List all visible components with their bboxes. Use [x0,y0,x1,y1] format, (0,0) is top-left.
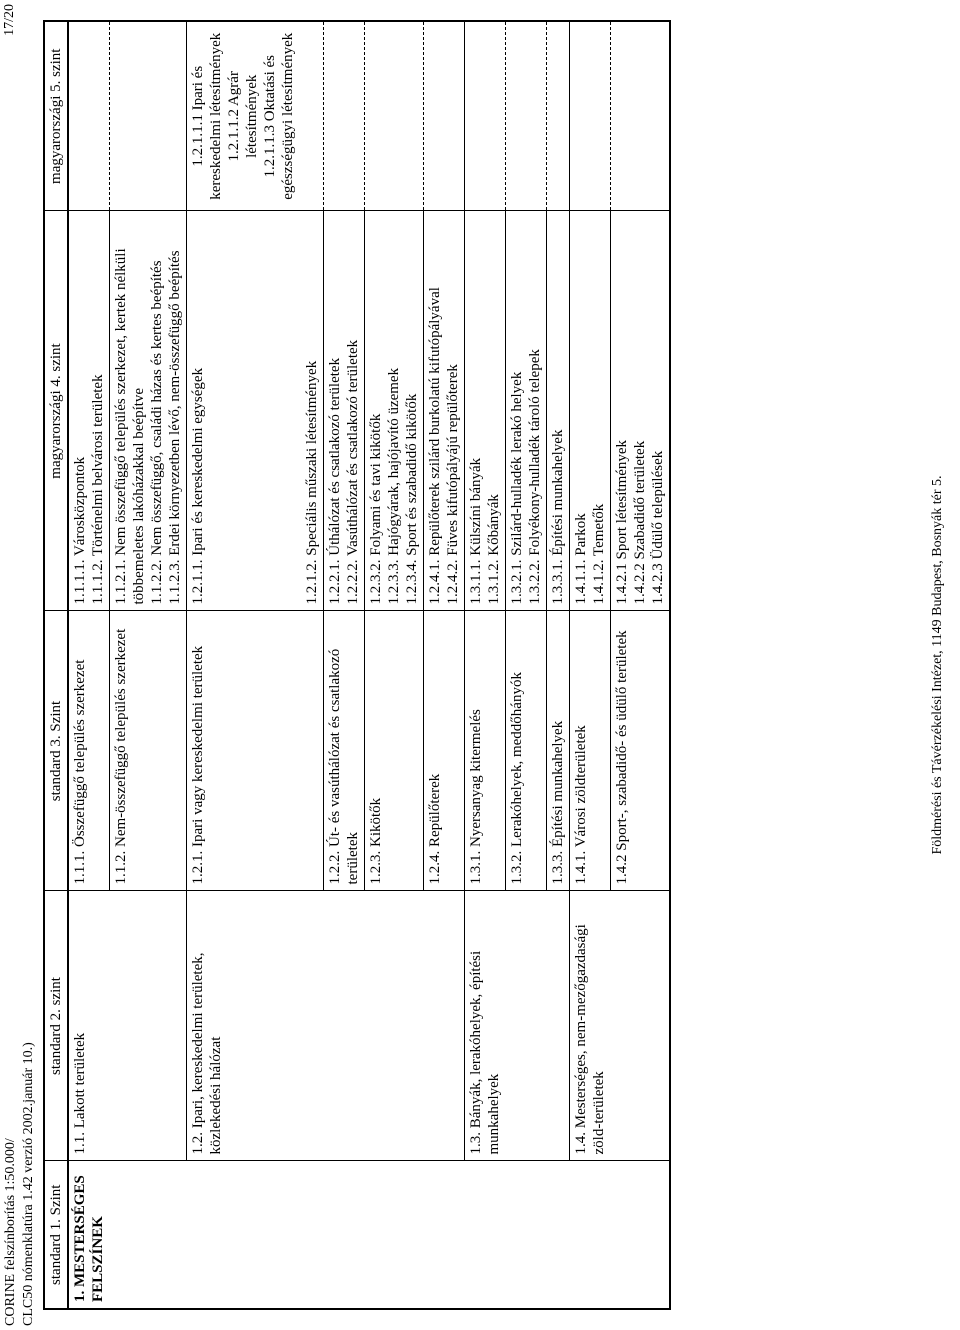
table-row [187,21,324,1309]
level2-cell: 1.4. Mesterséges, nem-mezőgazdasági zöld-területek [570,891,671,1161]
column-header: magyarországi 5. szint [44,21,68,211]
level5-cell [506,21,547,211]
level4-cell [365,211,424,611]
level3-cell: 1.2.3. Kikötők [365,611,424,891]
level4-item: 1.2.1.2. Speciális műszaki létesítmények [304,360,320,605]
level4-item [207,218,223,605]
header-line-1: CORINE felszínborítás 1:50.000/ [3,1138,18,1326]
level5-cell [365,21,424,211]
level4-cell [506,211,547,611]
column-header: standard 1. Szint [44,1161,68,1309]
level5-item: 1.2.1.1.2 Agrár létesítmények [226,71,260,162]
level4-item [255,218,271,605]
level2-cell: 1.1. Lakott területek [68,891,187,1161]
document-header [2,1042,38,1326]
level3-cell: 1.3.2. Lerakóhelyek, meddőhányók [506,611,547,891]
page-number: 17/20 [2,4,17,36]
level3-cell: 1.4.1. Városi zöldterületek [570,611,611,891]
level4-item: 1.3.2.2. Folyékony-hulladék tároló telepek [527,349,543,605]
level4-item: 1.4.2.2 Szabadidő területek [632,440,648,605]
table-row [570,21,611,1309]
level3-cell: 1.1.2. Nem-összefüggő település szerkezet [110,611,187,891]
level4-item: 1.4.1.2. Temetők [591,503,607,605]
level4-cell [570,211,611,611]
header-line-2: CLC50 nómenklatúra 1.42 verzió 2002.január 10.) [21,1042,36,1326]
level4-cell [465,211,506,611]
level4-item: 1.2.3.3. Hajógyárak, hajójavító üzemek [386,367,402,605]
level5-cell [110,21,187,211]
level4-item: 1.2.3.4. Sport és szabadidő kikötők [404,393,420,605]
level5-cell [187,21,324,211]
level5-item: 1.2.1.1.1 Ipari és kereskedelmi létesítmények [190,32,224,200]
level4-item: 1.1.1.1. Városközpontok [72,456,88,605]
level5-cell [611,21,671,211]
level4-item: 1.4.2.1 Sport létesítmények [614,439,630,605]
level5-cell [465,21,506,211]
level3-cell: 1.1.1. Összefüggő település szerkezet [68,611,110,891]
level4-cell [324,211,365,611]
level4-item: 1.3.3.1. Építési munkahelyek [550,429,566,605]
level4-item: 1.2.2.2. Vasúthálózat és csatlakozó területek [345,339,361,605]
table-header-row [44,21,68,1309]
level4-item: 1.2.4.1. Repülőterek szilárd burkolatú kifutópályával [427,287,443,605]
level4-cell [611,211,671,611]
level5-cell [68,21,110,211]
level3-cell: 1.3.1. Nyersanyag kitermelés [465,611,506,891]
level5-cell [324,21,365,211]
level4-item: 1.2.1.1. Ipari és kereskedelmi egységek [190,367,206,605]
level4-cell [68,211,110,611]
level4-item: 1.1.2.2. Nem összefüggő, családi házas és kertes beépítés [149,260,165,605]
level3-cell: 1.4.2 Sport-, szabadidő- és üdülő területek [611,611,671,891]
level4-item: 1.4.2.3 Üdülő települések [650,450,666,605]
level3-cell: 1.2.2. Út- és vasúthálózat és csatlakozó területek [324,611,365,891]
level4-cell [424,211,465,611]
level4-item: 1.1.1.2. Történelmi belvárosi területek [90,374,106,605]
level4-item [271,218,287,605]
level4-item: 1.2.2.1. Úthálózat és csatlakozó területek [327,357,343,605]
level4-cell [110,211,187,611]
level4-item [239,218,255,605]
table-row [465,21,506,1309]
table-row [68,21,110,1309]
level4-item: 1.4.1.1. Parkok [573,513,589,605]
level4-item [223,218,239,605]
level5-cell [424,21,465,211]
level3-cell: 1.2.4. Repülőterek [424,611,465,891]
level5-cell [547,21,570,211]
document-footer: Földmérési és Távérzékelési Intézet, 1149 Budapest, Bosnyák tér 5. [930,475,945,855]
level2-cell: 1.2. Ipari, kereskedelmi területek, közlekedési hálózat [187,891,465,1161]
level4-item [287,218,303,605]
column-header: magyarországi 4. szint [44,211,68,611]
nomenclature-table [43,20,671,1310]
level4-item: 1.2.3.2. Folyami és tavi kikötők [368,413,384,605]
level4-item: 1.3.2.1. Szilárd-hulladék lerakó helyek [509,371,525,605]
level4-item: 1.3.1.1. Külszíni bányák [468,457,484,605]
level2-cell: 1.3. Bányák, lerakóhelyek, építési munkahelyek [465,891,570,1161]
level1-cell: 1. MESTERSÉGES FELSZÍNEK [68,1161,670,1309]
level4-item: 1.1.2.1. Nem összefüggő település szerkezet, kertek nélküli többemeletes lakóházakkal beépítve [113,248,147,605]
level5-cell [570,21,611,211]
column-header: standard 2. szint [44,891,68,1161]
level4-cell [547,211,570,611]
level4-item: 1.2.4.2. Füves kifutópályájú repülőterek [445,364,461,605]
level4-item: 1.3.1.2. Kőbányák [486,494,502,605]
level3-cell: 1.3.3. Építési munkahelyek [547,611,570,891]
column-header: standard 3. Szint [44,611,68,891]
level4-item: 1.1.2.3. Erdei környezetben lévő, nem-összefüggő beépítés [167,250,183,605]
level5-item: 1.2.1.1.3 Oktatási és egészségügyi létesítmények [262,32,296,200]
level4-cell [187,211,324,611]
level3-cell: 1.2.1. Ipari vagy kereskedelmi területek [187,611,324,891]
